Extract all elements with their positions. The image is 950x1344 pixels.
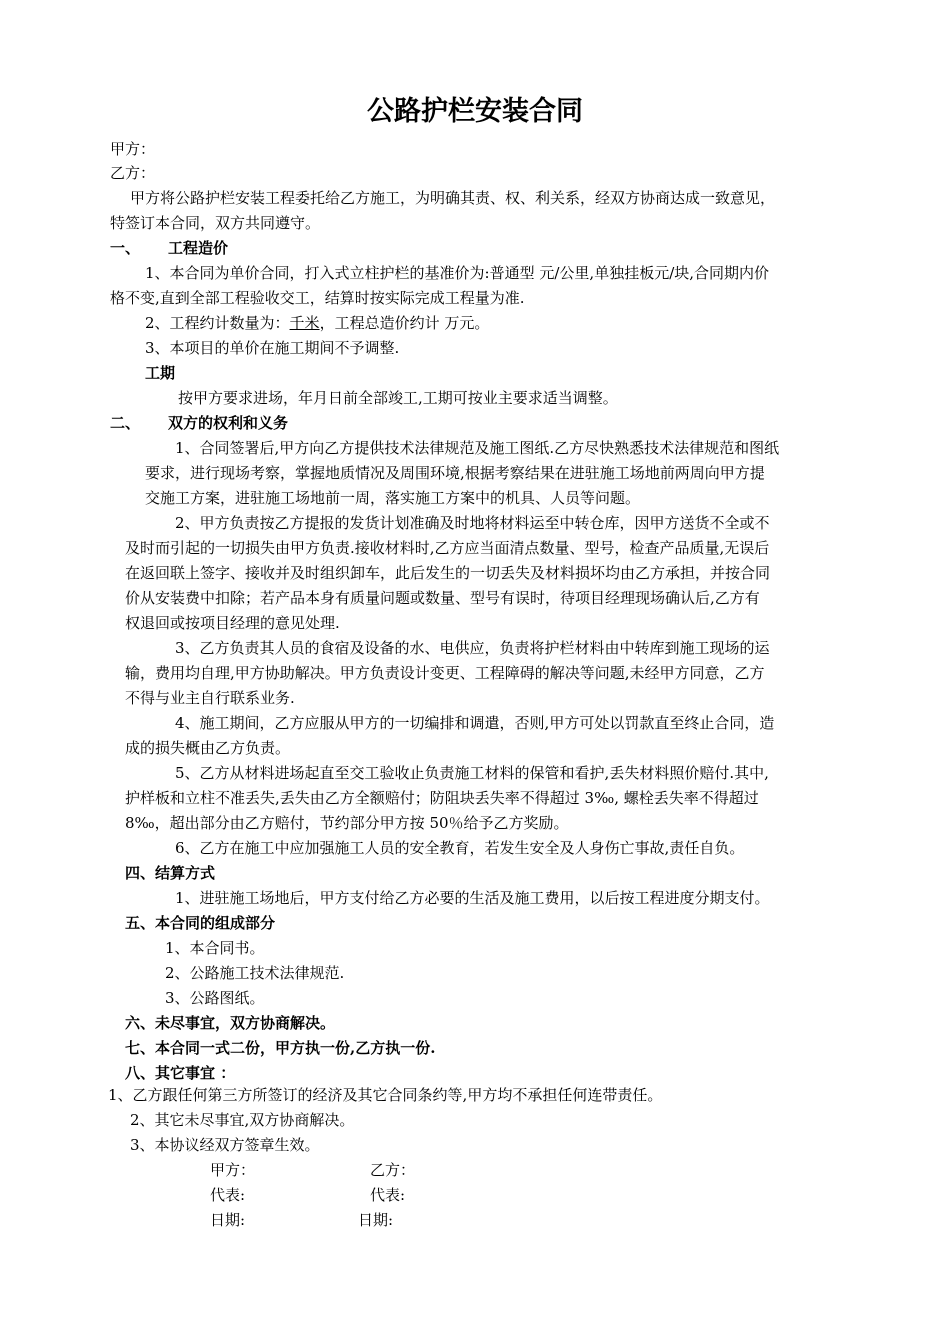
- section-2-p2-line: 2、甲方负责按乙方提报的发货计划准确及时地将材料运至中转仓库，因甲方送货不全或不: [175, 514, 770, 532]
- section-2-p5-line: 8‰，超出部分由乙方赔付，节约部分甲方按 50％给予乙方奖励。: [125, 814, 569, 832]
- section-4-p1: 1、进驻施工场地后，甲方支付给乙方必要的生活及施工费用，以后按工程进度分期支付。: [175, 889, 770, 907]
- period-heading: 工期: [145, 364, 176, 382]
- section-2-number: 二、: [110, 414, 141, 432]
- intro-line: 特签订本合同，双方共同遵守。: [110, 214, 321, 232]
- section-7-heading: 七、本合同一式二份，甲方执一份,乙方执一份.: [125, 1039, 436, 1057]
- quantity-text: 2、工程约计数量为：: [145, 314, 290, 332]
- section-4-heading: 四、结算方式: [125, 864, 216, 882]
- section-2-p2-line: 价从安装费中扣除；若产品本身有质量问题或数量、型号有误时，待项目经理现场确认后,乙方有: [125, 589, 760, 607]
- quantity-unit: 千米: [289, 314, 320, 332]
- section-1-p2: [145, 311, 489, 335]
- section-2-p2-line: 及时而引起的一切损失由甲方负责.接收材料时,乙方应当面清点数量、型号，检查产品质量,无误后: [125, 539, 770, 557]
- section-2-p6: 6、乙方在施工中应加强施工人员的安全教育，若发生安全及人身伤亡事故,责任自负。: [175, 839, 745, 857]
- signature-date-b: 日期:: [358, 1211, 394, 1229]
- party-a-label: 甲方：: [110, 140, 156, 158]
- signature-rep-a: 代表:: [210, 1186, 246, 1204]
- signature-party-b: 乙方：: [370, 1161, 416, 1179]
- section-2-p5-line: 护样板和立柱不准丢失,丢失由乙方全额赔付；防阻块丢失率不得超过 3‰, 螺栓丢失率不得超过: [125, 789, 759, 807]
- section-5-item: 3、公路图纸。: [165, 989, 265, 1007]
- section-5-item: 1、本合同书。: [165, 939, 265, 957]
- party-b-label: 乙方：: [110, 164, 156, 182]
- section-8-heading: 八、其它事宜 ：: [125, 1064, 236, 1082]
- section-8-item: 1、乙方跟任何第三方所签订的经济及其它合同条约等,甲方均不承担任何连带责任。: [108, 1086, 663, 1104]
- section-2-p4-line: 4、施工期间，乙方应服从甲方的一切编排和调遣，否则,甲方可处以罚款直至终止合同，造: [175, 714, 775, 732]
- section-6-heading: 六、未尽事宜，双方协商解决。: [125, 1014, 336, 1032]
- section-2-p3-line: 不得与业主自行联系业务.: [125, 689, 295, 707]
- signature-rep-b: 代表:: [370, 1186, 406, 1204]
- section-1-heading: 工程造价: [168, 239, 229, 257]
- section-2-heading: 双方的权利和义务: [168, 414, 289, 432]
- section-2-p3-line: 输，费用均自理,甲方协助解决。甲方负责设计变更、工程障碍的解决等问题,未经甲方同意，乙方: [125, 664, 765, 682]
- section-1-p3: 3、本项目的单价在施工期间不予调整.: [145, 339, 400, 357]
- section-2-p2-line: 在返回联上签字、接收并及时组织卸车，此后发生的一切丢失及材料损坏均由乙方承担，并按合同: [125, 564, 771, 582]
- total-cost-text: ，工程总造价约计 万元。: [319, 314, 490, 332]
- section-5-item: 2、公路施工技术法律规范.: [165, 964, 345, 982]
- page-title: 公路护栏安装合同: [367, 96, 583, 127]
- section-2-p1-line: 1、合同签署后,甲方向乙方提供技术法律规范及施工图纸.乙方尽快熟悉技术法律规范和图纸: [175, 439, 780, 457]
- section-2-p1-line: 要求，进行现场考察，掌握地质情况及周围环境,根据考察结果在进驻施工场地前两周向甲方提: [145, 464, 765, 482]
- signature-date-a: 日期:: [210, 1211, 246, 1229]
- section-2-p4-line: 成的损失概由乙方负责。: [125, 739, 291, 757]
- section-2-p1-line: 交施工方案，进驻施工场地前一周，落实施工方案中的机具、人员等问题。: [145, 489, 641, 507]
- section-5-heading: 五、本合同的组成部分: [125, 914, 276, 932]
- section-1-p1-line: 格不变,直到全部工程验收交工，结算时按实际完成工程量为准.: [110, 289, 525, 307]
- section-1-number: 一、: [110, 239, 141, 257]
- period-text: 按甲方要求进场，年月日前全部竣工,工期可按业主要求适当调整。: [178, 389, 618, 407]
- section-1-p1-line: 1、本合同为单价合同，打入式立柱护栏的基准价为:普通型 元/公里,单独挂板元/块,合同期内价: [145, 264, 770, 282]
- section-2-p3-line: 3、乙方负责其人员的食宿及设备的水、电供应，负责将护栏材料由中转库到施工现场的运: [175, 639, 770, 657]
- section-2-p5-line: 5、乙方从材料进场起直至交工验收止负责施工材料的保管和看护,丢失材料照价赔付.其中,: [175, 764, 769, 782]
- section-2-p2-line: 权退回或按项目经理的意见处理.: [125, 614, 340, 632]
- section-8-item: 3、本协议经双方签章生效。: [130, 1136, 320, 1154]
- section-8-item: 2、其它未尽事宜,双方协商解决。: [130, 1111, 355, 1129]
- intro-line: 甲方将公路护栏安装工程委托给乙方施工，为明确其责、权、利关系，经双方协商达成一致意见，: [130, 189, 776, 207]
- signature-party-a: 甲方：: [210, 1161, 256, 1179]
